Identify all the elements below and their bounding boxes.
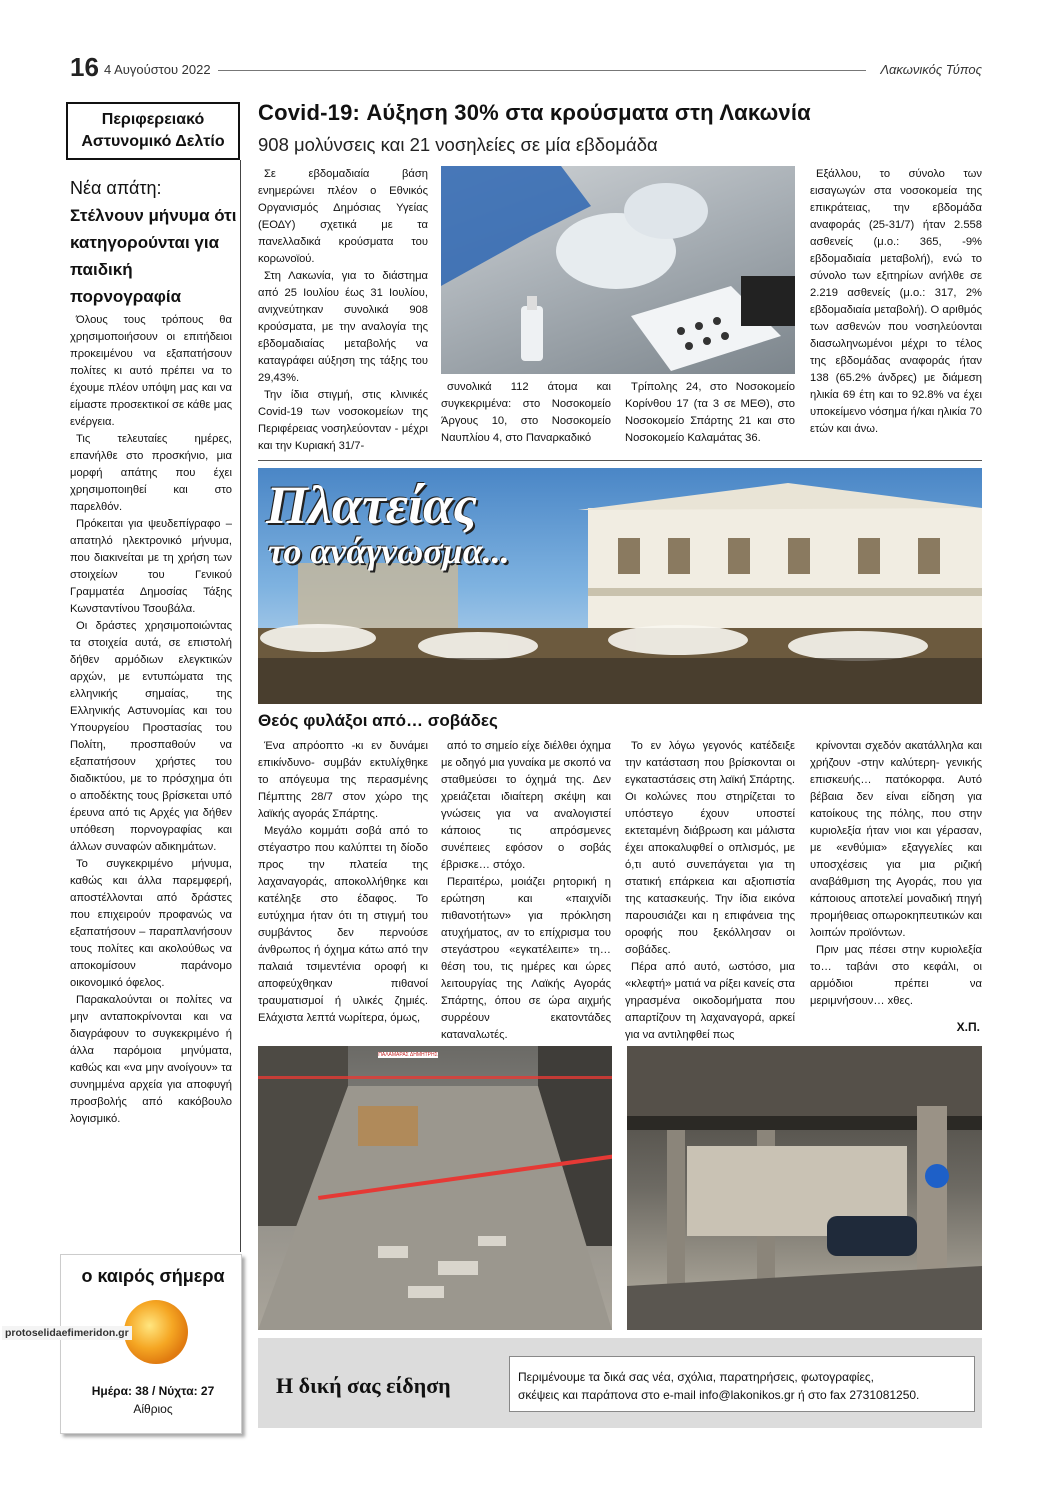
side-article-body: Όλους τους τρόπους θα χρησιμοποιήσουν οι επιτήδειοι προκειμένου να εξαπατήσουν πολίτες κι αυτό πρέπει να το έχουμε πλέον υπόψη μας και να είμαστε προσεκτικοί σε κάθε μας ενέργεια. Τις τελευταίες ημέρες, επανήλθε στο προσκήνιο, μια μορφή απάτης που έχει χρησιμοποιηθεί και στο παρελθόν. Πρόκειται για ψευδεπίγραφο – απατηλό ηλεκτρονικό μήνυμα, που διακινείται με τη χρήση των στοιχείων του Γενικού Γραμματέα Δημοσίας Τάξης Κωνσταντίνου Τσουβάλα. Οι δράστες χρησιμοποιώντας τα στοιχεία αυτά, σε επιστολή δήθεν αρμόδιων ελεγκτικών αρχών, με εντυπώματα της ελληνικής σημαίας, της Ελληνικής Αστυνομίας και του Υπουργείου Προστασίας του Πολίτη, προσπαθούν να εξαπατήσουν χρήστες του διαδικτύου, με το πρόσχημα ότι ο αποδέκτης τους βρίσκεται υπό έρευνα από τις Αρχές για δήθεν υπόθεση πορνογραφίας και άλλων συναφών αδικημάτων. Το συγκεκριμένο μήνυμα, καθώς και άλλα παρεμφερή, αποστέλλονται από δράστες που επιχειρούν προφανώς να εξαπατήσουν – παραπλανήσουν τους πολίτες και ακολούθως να αποκομίσουν παράνομο οικονομικό όφελος. Παρακαλούνται οι πολίτες να μην ανταποκρίνονται και να διαγράφουν το συγκεκριμένο ή άλλα παρόμοια μηνύματα, καθώς και «να μην ανοίγουν» τα συνημμένα αρχεία για αποφυγή προσβολής από κακόβουλο λογισμικό. (70, 314, 232, 1125)
police-bulletin-title: Περιφερειακό Αστυνομικό Δελτίο (81, 111, 225, 150)
weather-title: ο καιρός σήμερα (81, 1266, 225, 1286)
covid-col-1: Σε εβδομαδιαία βάση ενημερώνει πλέον ο Εθνικός Οργανισμός Δημόσιας Υγείας (ΕΟΔΥ) σχετικά με τα πανελλαδικά κρούσματα του κορωνοϊού. Στη Λακωνία, για το διάστημα από 25 Ιουλίου έως 31 Ιουλίου, ανιχνεύτηκαν συνολικά 908 κρούσματα, με την αναλογία της εβδομαδιαίας μεταβολής να καταγράφει αύξηση της τάξης του 29,43%. Την ίδια στιγμή, στις κλινικές Covid-19 των νοσοκομείων της Περιφέρειας νοσηλεύονταν - μέχρι και την Κυριακή 31/7- (258, 168, 428, 452)
covid-subhead: 908 μολύνσεις και 21 νοσηλείες σε μία εβδομάδα (258, 134, 658, 155)
market-debris-photo (258, 1046, 612, 1330)
plateia-signature: Χ.Π. (956, 1020, 980, 1034)
page-number: 16 (70, 52, 99, 82)
police-bulletin-box (66, 102, 240, 160)
side-kicker: Νέα απάτη: (70, 178, 162, 198)
plateia-col-2: από το σημείο είχε διέλθει όχημα με οδηγό μια γυναίκα με σκοπό να σταθμεύσει το όχημά της. Δεν χρειάζεται ιδιαίτερη σκέψη και γνώσεις για να αναλογιστεί κάποιος τις απρόσμενες συνέπειες εφόσον ο σοβάς έβρισκε… στόχο. Περαιτέρω, μοιάζει ρητορική η ερώτηση και «παιχνίδι πιθανοτήτων» για πρόκληση ατυχήματος, αν το επίχρισμα του στεγάστρου «εγκατέλειπε» τη… θέση του, τις ημέρες και ώρες λειτουργίας της Λαϊκής Αγοράς Σπάρτης, όπου σε ώρα αιχμής συρρέουν εκατοντάδες καταναλωτές. (441, 740, 612, 1041)
watermark: protoselidaefimeridon.gr (2, 1326, 132, 1340)
footer-text: Περιμένουμε τα δικά σας νέα, σχόλια, παρατηρήσεις, φωτογραφίες, σκέψεις και παράπονα στο e-mail info@lakonikos.gr ή στο fax 2731081250. (518, 1370, 920, 1402)
covid-col-4: Εξάλλου, το σύνολο των εισαγωγών στα νοσοκομεία της επικράτειας, την εβδομάδα αναφοράς (25-31/7) ήταν 2.558 ασθενείς (μ.ο.: 365, -9% εβδομαδιαία μεταβολή), ενώ το σύνολο των εξιτηρίων ανήλθε σε 2.219 ασθενείς (μ.ο.: 317, 2% εβδομαδιαία μεταβολή). Ο αριθμός των ασθενών που νοσηλεύονται διασωληνωμένοι μέχρι το τέλος της εβδομάδας αναφοράς ήταν 138 (65.2% άνδρες) με διάμεση ηλικία 69 έτη και το 92.8% να έχει υποκείμενο νόσημα ή/και ηλικία 70 ετών και άνω. (810, 168, 982, 435)
footer-title: Η δική σας είδηση (276, 1373, 451, 1398)
plateia-col-4: κρίνονται σχεδόν ακατάλληλα και χρήζουν -στην καλύτερη- γενικής επισκευής… πατόκορφα. Αυτό βέβαια δεν είναι είδηση για κατοίκους της πόλης, που στην κυριολεξία ήταν νιοι και γέρασαν, με «ενθύμια» εξαγγελίες και υποσχέσεις για μια ριζική αναβάθμιση της Αγοράς, που για κάποιους αποτελεί μοναδική πηγή προμήθειας οπωροκηπευτικών και λοιπών προϊόντων. Πριν μας πέσει στην κυριολεξία το… ταβάνι στο κεφάλι, οι αρμόδιοι πρέπει να μεριμνήσουν… xθες. (810, 740, 982, 1007)
plateia-title: Θεός φυλάξοι από… σοβάδες (258, 711, 498, 730)
covid-col-2: συνολικά 112 άτομα και συγκεκριμένα: στο Νοσοκομείο Άργους 10, στο Νοσοκομείο Ναυπλίου 4, στο Παναρκαδικό (441, 381, 611, 444)
covid-col-3: Τρίπολης 24, στο Νοσοκομείο Κορίνθου 17 (τα 3 σε ΜΕΘ), στο Νοσοκομείο Σπάρτης 21 και στο Νοσοκομείο Καλαμάτας 36. (625, 381, 795, 444)
weather-temps: Ημέρα: 38 / Νύχτα: 27 (91, 1384, 215, 1398)
covid-test-photo (441, 166, 795, 374)
banner-title: Πλατείας (266, 475, 477, 535)
section-divider (258, 460, 982, 461)
banner-subtitle: το ανάγνωσμα... (268, 531, 510, 571)
plateia-col-1: Ένα απρόοπτο -κι εν δυνάμει επικίνδυνο- συμβάν εκτυλίχθηκε το απόγευμα της περασμένης Πέμπτης 28/7 στον χώρο της λαϊκής αγοράς Σπάρτης. Μεγάλο κομμάτι σοβά από το στέγαστρο που καλύπτει τη δίοδο προς την πλατεία της λαχαναγοράς, αποκολλήθηκε και κατέληξε στο έδαφος. Το ευτύχημα ήταν ότι τη στιγμή του συμβάντος δεν περνούσε άνθρωπος ή όχημα κάτω από την παλαιά τσιμεντένια οροφή κι αποφεύχθηκαν πιθανοί τραυματισμοί ή υλικές ζημιές. Ελάχιστα λεπτά νωρίτερα, όμως, (258, 740, 428, 1024)
sidebar-divider (240, 160, 241, 1252)
market-stall-sign: ΠΑΛΑΜΑΡΑΣ ΔΗΜΗΤΡΗΣ (378, 1052, 438, 1058)
issue-date: 4 Αυγούστου 2022 (104, 62, 211, 77)
covid-headline: Covid-19: Αύξηση 30% στα κρούσματα στη Λακωνία (258, 100, 811, 125)
weather-condition: Αίθριος (133, 1402, 173, 1416)
market-canopy-photo (627, 1046, 982, 1330)
newspaper-name: Λακωνικός Τύπος (880, 62, 982, 77)
side-headline: Στέλνουν μήνυμα ότι κατηγορούνται για παιδική πορνογραφία (70, 206, 237, 306)
plateia-col-3: Το εν λόγω γεγονός κατέδειξε την κατάσταση που βρίσκονται οι εγκαταστάσεις στη λαϊκή Σπάρτης. Οι κολώνες που στηρίζεται το υπόστεγο έχουν υποστεί εκτεταμένη διάβρωση και μάλιστα έχει αποκαλυφθεί ο οπλισμός, με ό,τι αυτό συνεπάγεται για τη στατική επάρκεια και αξιοπιστία της κατασκευής. Την ίδια εικόνα παρουσιάζει και η επιφάνεια της οροφής που ξεκόλλησαν οι σοβάδες. Πέρα από αυτό, ωστόσο, μια «κλεφτή» ματιά να ρίξει κανείς στα γηρασμένα οικοδομήματα που απαρτίζουν τη λαχαναγορά, αρκεί για να αντιληφθεί πως (625, 740, 795, 1041)
header-rule (218, 70, 866, 71)
